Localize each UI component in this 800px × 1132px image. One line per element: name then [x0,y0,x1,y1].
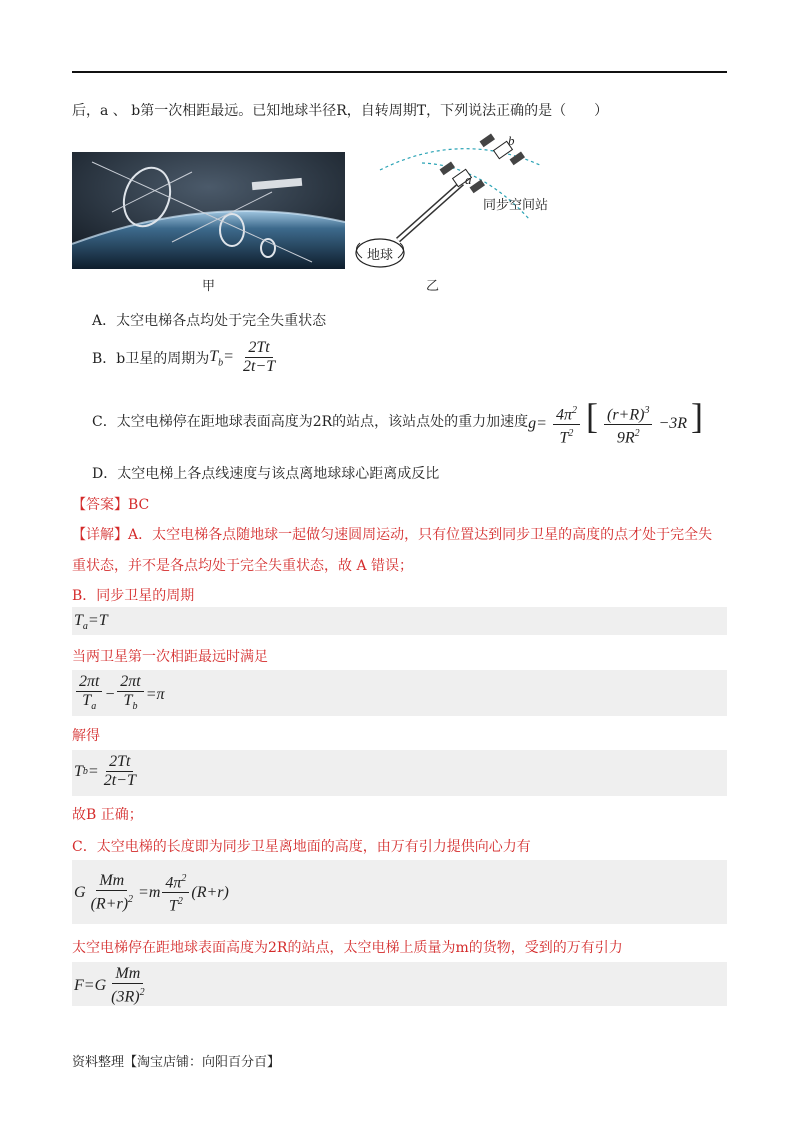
option-c-formula: g= $\frac{4\pi^2}{T^2}$ [ $\frac{(r+R)^3}{9R^2}$ −3R ] [528,396,704,447]
explain-line2: 重状态，并不是各点均处于完全失重状态，故 A 错误； [72,558,414,574]
explain-solve: 解得 [72,728,100,744]
explain-b-cond: 当两卫星第一次相距最远时满足 [72,649,268,665]
eq-gravity-band [72,860,727,924]
option-d: D．太空电梯上各点线速度与该点离地球球心距离成反比 [92,466,440,482]
label-earth: 地球 [367,248,394,263]
footer-note: 资料整理【淘宝店铺：向阳百分百】 [72,1055,281,1070]
eq-force: F=G $\frac{Mm}{(3R)^2}$ [74,965,145,1006]
satellite-a-icon [440,162,485,194]
answer: 【答案】BC [72,497,150,513]
eq-far-band [72,670,727,716]
option-c-text: C．太空电梯停在距地球表面高度为2R的站点，该站点处的重力加速度 [92,414,529,431]
question-stem: 后，a 、 b第一次相距最远。已知地球半径R，自转周期T，下列说法正确的是（ ） [72,103,609,119]
eq-tb: T b = $\frac{2Tt}{2t-T}$ [74,753,136,789]
header-rule [72,71,727,73]
explain-c-text2: 太空电梯停在距地球表面高度为2R的站点，太空电梯上质量为m的货物，受到的万有引力 [72,940,623,956]
option-a: A．太空电梯各点均处于完全失重状态 [92,313,327,329]
elevator-diagram [350,125,560,275]
option-b [92,339,280,376]
explain-b-title: B．同步卫星的周期 [72,588,195,604]
option-b-text: B．b卫星的周期为 [92,350,210,367]
eq-ta: $T_a=T$ [74,612,108,633]
eq-gravity: G $\frac{Mm}{(R+r)^2}$ =m $\frac{4\pi^2}{T^2}$ (R+r) [74,870,229,916]
label-a: a [465,172,472,187]
eq-tb-band [72,750,727,796]
eq-far: $\frac{2\pi t}{T_a}$ − $\frac{2\pi t}{T_b}$ =π [74,673,165,716]
explain-line1: 【详解】A．太空电梯各点随地球一起做匀速圆周运动，只有位置达到同步卫星的高度的点才处于完全失 [72,527,713,543]
explain-b-conclusion: 故B 正确； [72,807,143,823]
explain-c-title: C．太空电梯的长度即为同步卫星离地面的高度，由万有引力提供向心力有 [72,839,531,855]
option-b-formula: $T_b=$ $\frac{2Tt}{2t-T}$ [209,339,276,375]
eq-force-band [72,962,727,1006]
space-elevator-photo [72,152,345,269]
tether [398,183,462,240]
label-station: 同步空间站 [483,198,549,213]
caption-yi: 乙 [426,279,440,294]
option-c [92,395,703,447]
caption-jia: 甲 [202,279,216,294]
label-b: b [508,133,515,148]
eq-ta-band [72,607,727,635]
